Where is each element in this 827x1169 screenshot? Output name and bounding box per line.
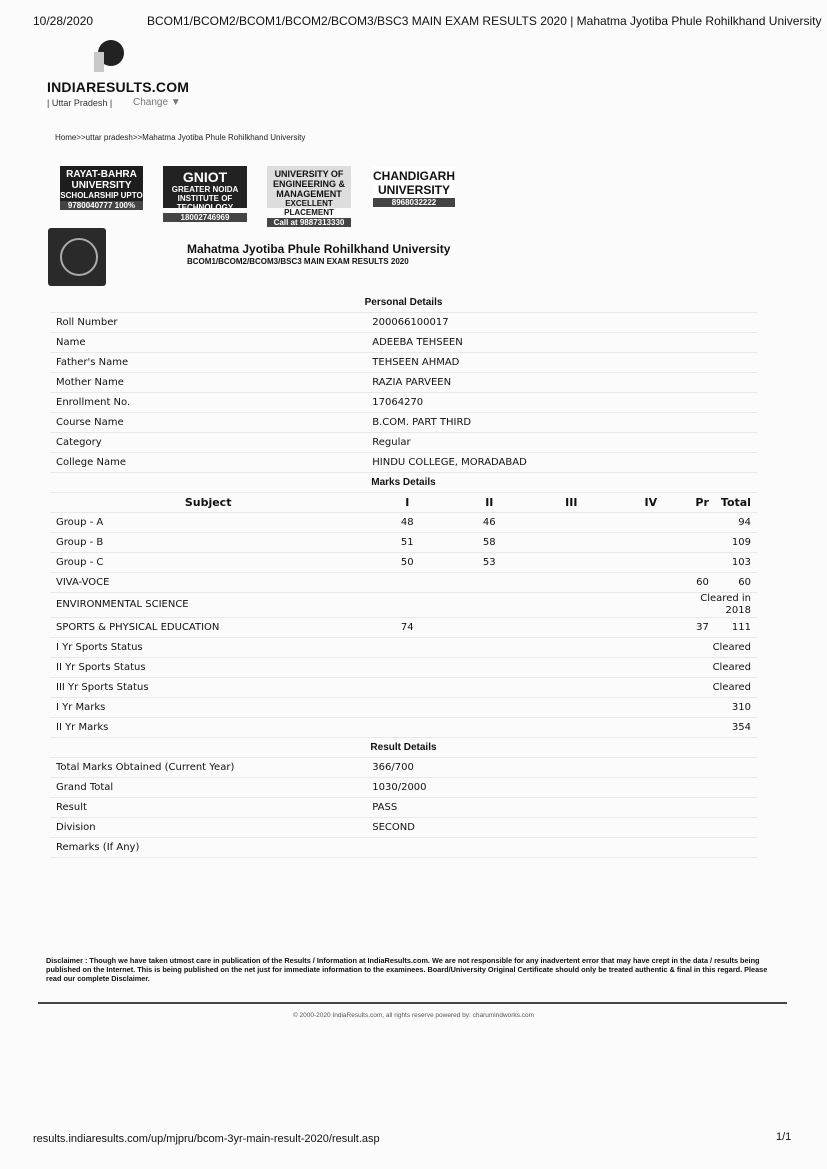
table-row <box>50 353 757 373</box>
result-value: PASS <box>366 798 757 818</box>
subject-cell: VIVA-VOCE <box>50 573 366 593</box>
status-value: Cleared <box>366 658 757 678</box>
print-date: 10/28/2020 <box>33 14 94 28</box>
table-row <box>50 373 757 393</box>
mother-name-value: RAZIA PARVEEN <box>366 373 757 393</box>
table-row <box>50 638 757 658</box>
change-state-link[interactable]: Change ▼ <box>133 97 181 108</box>
column-header: Total <box>715 493 757 513</box>
ad-line: 18002746969 <box>163 213 247 222</box>
table-row <box>50 393 757 413</box>
print-page-title: BCOM1/BCOM2/BCOM1/BCOM2/BCOM3/BSC3 MAIN EXAM RESULTS 2020 | Mahatma Jyotiba Phule Rohilkhand University <box>147 14 822 28</box>
ad-line: 8968032222 <box>373 198 455 207</box>
ad-banner-chandigarh-university[interactable] <box>373 166 455 208</box>
field-label: Grand Total <box>50 778 366 798</box>
footer-divider <box>38 1002 787 1004</box>
personal-details-heading: Personal Details <box>50 293 757 313</box>
mark-cell <box>689 553 715 573</box>
mark-cell <box>612 573 689 593</box>
disclaimer-text: Disclaimer : Though we have taken utmost care in publication of the Results / Information at IndiaResults.com. We are not responsible for any inadvertent error that may have crept in the data / results being published on the Internet. This is being published on the net just for immediate information to the examinees. Board/University Original Certificate should only be treated authentic & final in this regard. Please read our complete Disclaimer. <box>46 956 768 983</box>
mark-cell: 50 <box>366 553 448 573</box>
university-seal-icon <box>48 228 106 286</box>
total-cell: 103 <box>715 553 757 573</box>
column-header: I <box>366 493 448 513</box>
status-value: 310 <box>366 698 757 718</box>
field-label: Remarks (If Any) <box>50 838 366 858</box>
mark-cell: 48 <box>366 513 448 533</box>
table-row <box>50 553 757 573</box>
field-label: Result <box>50 798 366 818</box>
roll-number-value: 200066100017 <box>366 313 757 333</box>
column-header: II <box>448 493 530 513</box>
table-row <box>50 818 757 838</box>
mark-cell <box>530 573 612 593</box>
column-header: IV <box>612 493 689 513</box>
grand-total-value: 1030/2000 <box>366 778 757 798</box>
mark-cell <box>612 553 689 573</box>
mark-cell <box>689 533 715 553</box>
course-value: B.COM. PART THIRD <box>366 413 757 433</box>
ad-line: CHANDIGARH UNIVERSITY <box>373 169 455 197</box>
father-name-value: TEHSEEN AHMAD <box>366 353 757 373</box>
table-row <box>50 678 757 698</box>
table-row <box>50 838 757 858</box>
status-label: II Yr Sports Status <box>50 658 366 678</box>
total-cell: 60 <box>715 573 757 593</box>
table-row <box>50 413 757 433</box>
column-header: III <box>530 493 612 513</box>
status-label: II Yr Marks <box>50 718 366 738</box>
status-value: Cleared <box>366 638 757 658</box>
mark-cell <box>689 513 715 533</box>
ad-line: RAYAT-BAHRA UNIVERSITY <box>66 169 137 191</box>
column-header: Pr <box>689 493 715 513</box>
table-row <box>50 433 757 453</box>
print-footer-url: results.indiaresults.com/up/mjpru/bcom-3yr-main-result-2020/result.asp <box>33 1133 380 1145</box>
subject-cell: Group - C <box>50 553 366 573</box>
result-details-heading: Result Details <box>50 738 757 758</box>
mark-cell <box>612 513 689 533</box>
field-label: Course Name <box>50 413 366 433</box>
division-value: SECOND <box>366 818 757 838</box>
field-label: Mother Name <box>50 373 366 393</box>
ad-line: SCHOLARSHIP UPTO <box>60 191 143 200</box>
mark-cell <box>530 593 612 618</box>
status-value: Cleared <box>366 678 757 698</box>
enrollment-value: 17064270 <box>366 393 757 413</box>
field-label: Category <box>50 433 366 453</box>
status-label: I Yr Sports Status <box>50 638 366 658</box>
mark-cell <box>612 618 689 638</box>
mark-cell <box>448 573 530 593</box>
table-row <box>50 533 757 553</box>
status-label: III Yr Sports Status <box>50 678 366 698</box>
ad-banner-gniot[interactable] <box>163 166 247 222</box>
total-cell: 109 <box>715 533 757 553</box>
subject-cell: Group - A <box>50 513 366 533</box>
site-logo-text[interactable]: INDIARESULTS.COM <box>47 79 190 95</box>
table-row <box>50 453 757 473</box>
ad-line: EXCELLENT PLACEMENT <box>284 199 334 217</box>
table-row <box>50 593 757 618</box>
total-cell: 94 <box>715 513 757 533</box>
ad-line: UNIVERSITY OF ENGINEERING & MANAGEMENT <box>272 169 345 199</box>
mark-cell <box>530 533 612 553</box>
field-label: Division <box>50 818 366 838</box>
field-label: Roll Number <box>50 313 366 333</box>
mark-cell <box>530 618 612 638</box>
mark-cell: 53 <box>448 553 530 573</box>
table-row <box>50 333 757 353</box>
mark-cell: 51 <box>366 533 448 553</box>
subject-cell: SPORTS & PHYSICAL EDUCATION <box>50 618 366 638</box>
mark-cell <box>366 573 448 593</box>
total-cell: Cleared in 2018 <box>689 593 757 618</box>
university-name: Mahatma Jyotiba Phule Rohilkhand University <box>187 242 451 256</box>
ad-banner-uem[interactable] <box>267 166 351 227</box>
remarks-value <box>366 838 757 858</box>
table-row <box>50 513 757 533</box>
field-label: Enrollment No. <box>50 393 366 413</box>
mark-cell: 60 <box>689 573 715 593</box>
status-value: 354 <box>366 718 757 738</box>
breadcrumb[interactable]: Home>>uttar pradesh>>Mahatma Jyotiba Phule Rohilkhand University <box>55 133 306 142</box>
table-row <box>50 658 757 678</box>
field-label: College Name <box>50 453 366 473</box>
total-cell: 111 <box>715 618 757 638</box>
mark-cell <box>612 533 689 553</box>
copyright-text: © 2000-2020 IndiaResults.com, all rights reserve powered by: charumindworks.com <box>292 1012 535 1019</box>
ad-line: GREATER NOIDA INSTITUTE OF TECHNOLOGY <box>171 185 239 212</box>
mark-cell: 58 <box>448 533 530 553</box>
college-value: HINDU COLLEGE, MORADABAD <box>366 453 757 473</box>
table-row <box>50 573 757 593</box>
subject-cell: Group - B <box>50 533 366 553</box>
subject-cell: ENVIRONMENTAL SCIENCE <box>50 593 366 618</box>
table-row <box>50 778 757 798</box>
name-value: ADEEBA TEHSEEN <box>366 333 757 353</box>
ad-line: GNIOT <box>182 169 228 185</box>
table-row <box>50 313 757 333</box>
mark-cell <box>530 553 612 573</box>
ad-line: 9780040777 100% <box>60 201 143 210</box>
table-row <box>50 798 757 818</box>
table-row <box>50 698 757 718</box>
mark-cell <box>448 593 530 618</box>
mark-cell <box>366 593 448 618</box>
column-header: Subject <box>50 493 366 513</box>
marks-details-heading: Marks Details <box>50 473 757 493</box>
print-page-number: 1/1 <box>776 1131 792 1143</box>
mark-cell <box>530 513 612 533</box>
exam-name: BCOM1/BCOM2/BCOM3/BSC3 MAIN EXAM RESULTS 2020 <box>187 257 409 266</box>
mark-cell: 46 <box>448 513 530 533</box>
result-table <box>50 293 757 858</box>
mark-cell: 74 <box>366 618 448 638</box>
marks-header-row <box>50 493 757 513</box>
status-label: I Yr Marks <box>50 698 366 718</box>
mark-cell <box>612 593 689 618</box>
mark-cell <box>448 618 530 638</box>
table-row <box>50 718 757 738</box>
field-label: Father's Name <box>50 353 366 373</box>
indiaresults-logo-icon[interactable] <box>98 40 124 66</box>
ad-banner-rayat-bahra[interactable] <box>60 166 143 208</box>
field-label: Total Marks Obtained (Current Year) <box>50 758 366 778</box>
mark-cell: 37 <box>689 618 715 638</box>
table-row <box>50 758 757 778</box>
state-label: | Uttar Pradesh | <box>47 98 113 108</box>
category-value: Regular <box>366 433 757 453</box>
table-row <box>50 618 757 638</box>
total-marks-value: 366/700 <box>366 758 757 778</box>
field-label: Name <box>50 333 366 353</box>
ad-line: Call at 9887313330 <box>267 218 351 227</box>
